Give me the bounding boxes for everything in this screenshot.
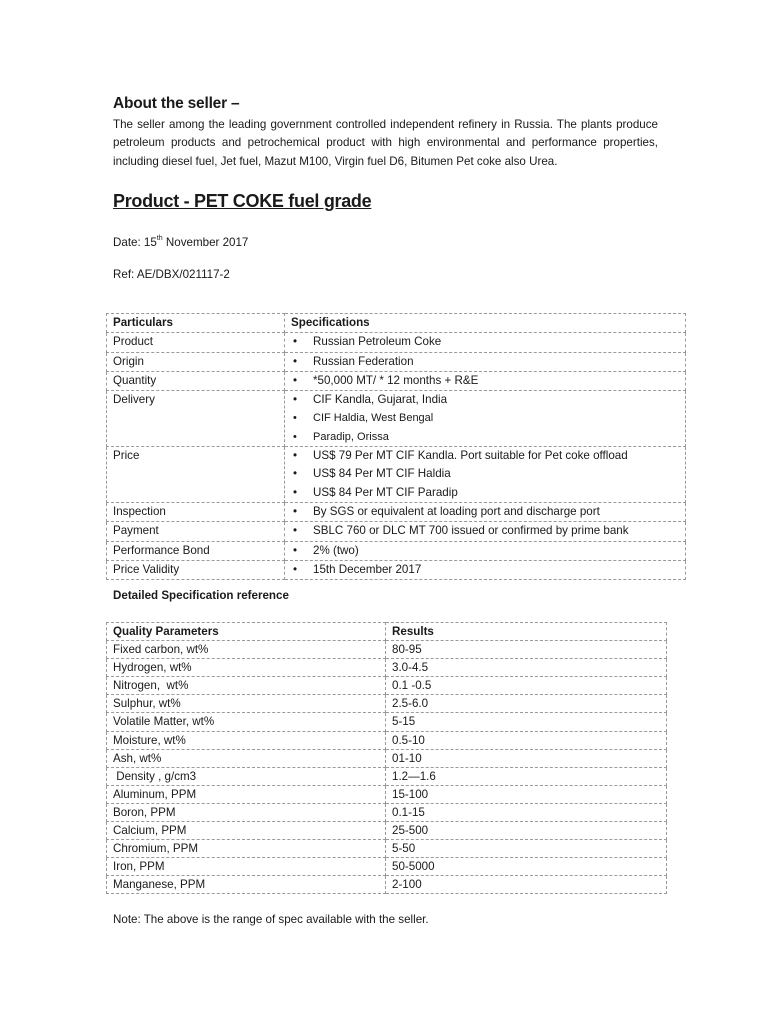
spec-bullet-item: • CIF Haldia, West Bengal [291,409,679,427]
quality-table-header [107,623,667,641]
quality-parameter: Manganese, PPM [107,876,386,894]
header-quality-parameters: Quality Parameters [107,623,386,641]
document-reference: Ref: AE/DBX/021117-2 [113,268,230,282]
spec-bullet-item: • By SGS or equivalent at loading port and discharge port [291,503,679,521]
date-prefix: Date: 15 [113,236,157,250]
quality-result: 1.2—1.6 [386,767,667,785]
date-month-year: November 2017 [162,236,249,250]
spec-values [285,391,686,447]
quality-parameter: Calcium, PPM [107,822,386,840]
spec-bullet-item: • SBLC 760 or DLC MT 700 issued or confirmed by prime bank [291,522,679,540]
quality-result: 25-500 [386,822,667,840]
quality-row [107,840,667,858]
document-date [113,235,658,251]
spec-bullet-item: • *50,000 MT/ * 12 months + R&E [291,372,679,390]
spec-bullet-item: • US$ 79 Per MT CIF Kandla. Port suitable for Pet coke offload [291,447,679,465]
spec-values [285,502,686,521]
quality-result: 5-15 [386,713,667,731]
spec-row [107,447,686,503]
quality-row [107,677,667,695]
spec-label: Inspection [107,502,285,521]
spec-label: Quantity [107,371,285,390]
spec-bullet-list [291,503,679,521]
spec-label: Price [107,447,285,503]
quality-row [107,785,667,803]
quality-result: 0.1 -0.5 [386,677,667,695]
header-specifications: Specifications [285,314,686,333]
quality-parameter: Density , g/cm3 [107,767,386,785]
spec-bullet-list [291,391,679,446]
quality-parameter: Hydrogen, wt% [107,659,386,677]
quality-row [107,803,667,821]
header-results: Results [386,623,667,641]
quality-parameter: Sulphur, wt% [107,695,386,713]
spec-values [285,447,686,503]
spec-table-header [107,314,686,333]
quality-row [107,713,667,731]
quality-parameter: Ash, wt% [107,749,386,767]
header-particulars: Particulars [107,314,285,333]
quality-row [107,822,667,840]
quality-parameters-table [106,622,667,894]
detailed-spec-title: Detailed Specification reference [113,589,289,602]
quality-parameter: Iron, PPM [107,858,386,876]
spec-bullet-item: • CIF Kandla, Gujarat, India [291,391,679,409]
spec-bullet-list [291,522,679,540]
quality-row [107,749,667,767]
quality-result: 50-5000 [386,858,667,876]
spec-label: Payment [107,522,285,541]
spec-values [285,352,686,371]
quality-result: 0.1-15 [386,803,667,821]
quality-parameter: Moisture, wt% [107,731,386,749]
quality-result: 3.0-4.5 [386,659,667,677]
spec-values [285,541,686,560]
footnote: Note: The above is the range of spec available with the seller. [113,913,429,926]
spec-row [107,541,686,560]
spec-values [285,522,686,541]
quality-result: 2.5-6.0 [386,695,667,713]
spec-bullet-item: • 15th December 2017 [291,561,679,579]
document-body [113,94,658,283]
spec-values [285,333,686,352]
quality-row [107,876,667,894]
spec-row [107,391,686,447]
specification-table [106,313,686,580]
spec-row [107,352,686,371]
quality-row [107,695,667,713]
quality-result: 2-100 [386,876,667,894]
spec-bullet-list [291,447,679,502]
spec-label: Origin [107,352,285,371]
spec-bullet-list [291,353,679,371]
quality-parameter: Aluminum, PPM [107,785,386,803]
spec-values [285,560,686,579]
spec-bullet-list [291,561,679,579]
spec-row [107,502,686,521]
seller-heading: About the seller – [113,95,240,112]
spec-bullet-list [291,333,679,351]
spec-bullet-item: • US$ 84 Per MT CIF Paradip [291,484,679,502]
quality-result: 15-100 [386,785,667,803]
spec-row [107,371,686,390]
spec-label: Delivery [107,391,285,447]
date-suffix-ordinal: th [156,235,163,243]
product-title: Product - PET COKE fuel grade [113,191,372,212]
spec-label: Product [107,333,285,352]
quality-parameter: Boron, PPM [107,803,386,821]
spec-bullet-item: • Russian Petroleum Coke [291,333,679,351]
quality-parameter: Volatile Matter, wt% [107,713,386,731]
quality-row [107,659,667,677]
spec-label: Performance Bond [107,541,285,560]
spec-bullet-list [291,542,679,560]
quality-row [107,767,667,785]
spec-label: Price Validity [107,560,285,579]
spec-bullet-item: • US$ 84 Per MT CIF Haldia [291,465,679,483]
quality-parameter: Fixed carbon, wt% [107,641,386,659]
quality-result: 0.5-10 [386,731,667,749]
spec-bullet-item: • 2% (two) [291,542,679,560]
spec-bullet-item: • Paradip, Orissa [291,428,679,446]
quality-result: 80-95 [386,641,667,659]
quality-row [107,641,667,659]
spec-row [107,560,686,579]
spec-row [107,522,686,541]
spec-row [107,333,686,352]
spec-bullet-item: • Russian Federation [291,353,679,371]
quality-result: 01-10 [386,749,667,767]
quality-row [107,731,667,749]
spec-values [285,371,686,390]
spec-bullet-list [291,372,679,390]
seller-description: The seller among the leading government controlled independent refinery in Russia. The plants produce petroleum products and petrochemical product with high environmental and performance properties, including diesel fuel, Jet fuel, Mazut M100, Virgin fuel D6, Bitumen Pet coke also Urea. [113,118,658,168]
quality-parameter: Chromium, PPM [107,840,386,858]
quality-row [107,858,667,876]
quality-parameter: Nitrogen, wt% [107,677,386,695]
quality-result: 5-50 [386,840,667,858]
